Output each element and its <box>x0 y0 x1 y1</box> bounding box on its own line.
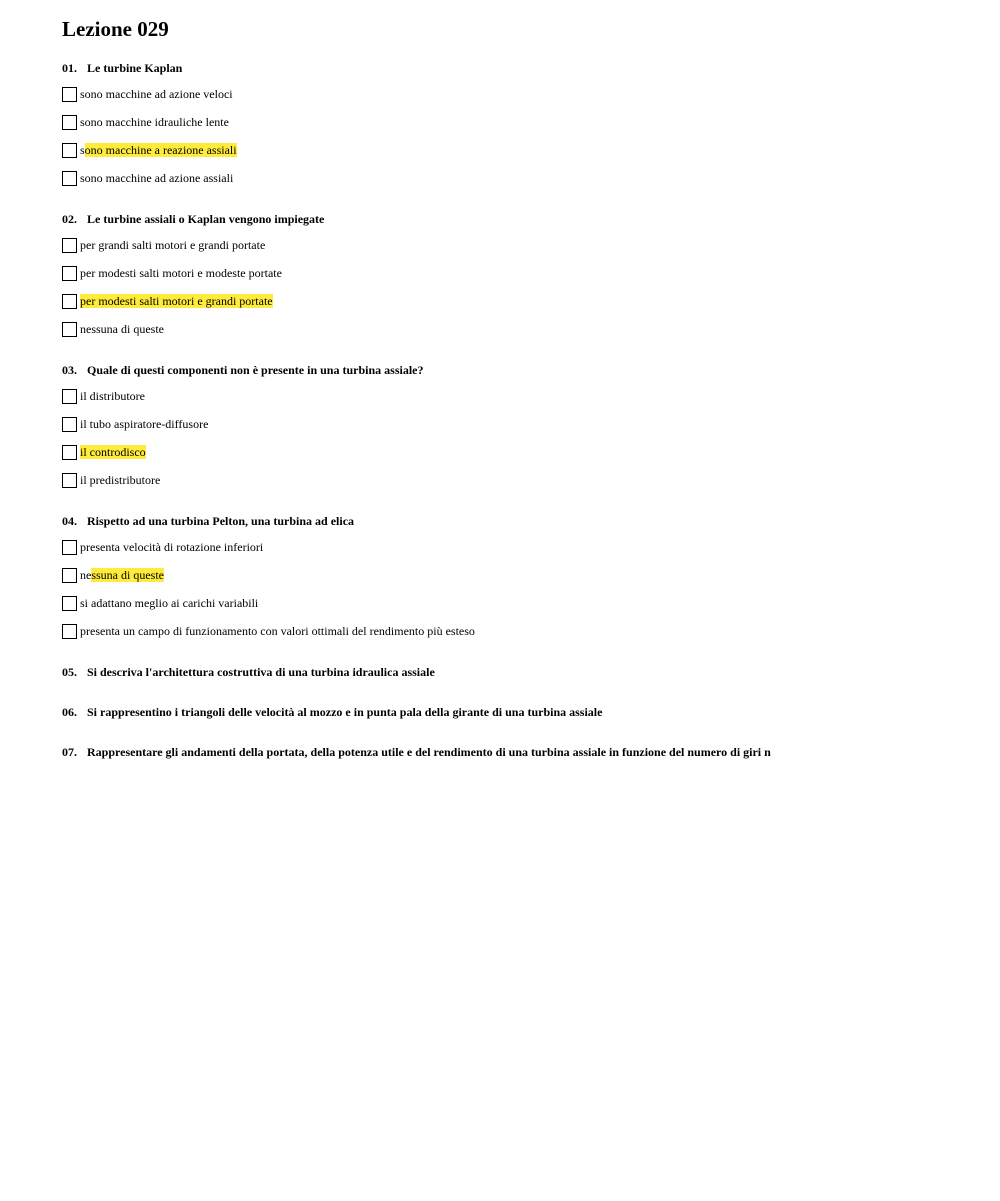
question-6 <box>62 704 602 720</box>
answer-label <box>80 86 233 102</box>
answer-checkbox[interactable] <box>62 266 77 281</box>
answer-checkbox[interactable] <box>62 473 77 488</box>
question-number: 06. <box>62 705 77 719</box>
answer-option[interactable] <box>62 86 233 102</box>
answer-text-highlighted: ono macchine a reazione assiali <box>84 143 237 157</box>
question-number: 02. <box>62 212 77 226</box>
answer-option[interactable] <box>62 388 145 404</box>
answer-label <box>80 265 282 281</box>
answer-checkbox[interactable] <box>62 115 77 130</box>
answer-option[interactable] <box>62 237 265 253</box>
question-number: 04. <box>62 514 77 528</box>
page-title: Lezione 029 <box>62 17 169 41</box>
question-number: 05. <box>62 665 77 679</box>
answer-label <box>80 472 160 488</box>
question-text: Rispetto ad una turbina Pelton, una turbina ad elica <box>87 514 355 528</box>
answer-checkbox[interactable] <box>62 568 77 583</box>
answer-checkbox[interactable] <box>62 417 77 432</box>
answer-label <box>80 444 146 460</box>
question-heading <box>62 664 435 680</box>
answer-checkbox[interactable] <box>62 445 77 460</box>
answer-checkbox[interactable] <box>62 143 77 158</box>
document-page <box>62 15 982 759</box>
answer-text: per grandi salti motori e grandi portate <box>80 238 266 252</box>
question-7 <box>62 744 771 760</box>
answer-checkbox[interactable] <box>62 238 77 253</box>
answer-text: il distributore <box>80 389 145 403</box>
question-text: Si rappresentino i triangoli delle velocità al mozzo e in punta pala della girante di una turbina assiale <box>87 705 603 719</box>
answer-label <box>80 142 237 158</box>
answer-text-highlighted: il controdisco <box>80 445 146 459</box>
answer-option[interactable] <box>62 444 146 460</box>
question-number: 01. <box>62 61 77 75</box>
question-4 <box>62 513 475 638</box>
answer-text: presenta velocità di rotazione inferiori <box>80 540 264 554</box>
answer-option[interactable] <box>62 170 233 186</box>
answer-option[interactable] <box>62 293 273 309</box>
answer-option[interactable] <box>62 623 475 639</box>
question-5 <box>62 664 435 680</box>
answer-text: si adattano meglio ai carichi variabili <box>80 596 259 610</box>
question-text: Si descriva l'architettura costruttiva di una turbina idraulica assiale <box>87 665 435 679</box>
answer-option[interactable] <box>62 114 229 130</box>
answer-option[interactable] <box>62 321 164 337</box>
answer-label <box>80 114 229 130</box>
answer-label <box>80 623 475 639</box>
question-number: 03. <box>62 363 77 377</box>
question-2 <box>62 211 325 336</box>
answer-text: per modesti salti motori e modeste portate <box>80 266 282 280</box>
answer-label <box>80 567 164 583</box>
answer-label <box>80 170 233 186</box>
answer-label <box>80 416 208 432</box>
answer-label <box>80 321 164 337</box>
answer-text-highlighted: per modesti salti motori e grandi portate <box>80 294 273 308</box>
answer-text: s <box>80 143 85 157</box>
answer-text: sono macchine ad azione veloci <box>80 87 233 101</box>
answer-label <box>80 388 145 404</box>
answer-option[interactable] <box>62 539 263 555</box>
answer-option[interactable] <box>62 567 164 583</box>
answer-option[interactable] <box>62 265 282 281</box>
answer-text: ne <box>80 568 92 582</box>
answer-checkbox[interactable] <box>62 322 77 337</box>
answer-option[interactable] <box>62 142 237 158</box>
question-1 <box>62 60 237 185</box>
answer-option[interactable] <box>62 595 258 611</box>
answer-checkbox[interactable] <box>62 596 77 611</box>
answer-label <box>80 539 263 555</box>
answer-checkbox[interactable] <box>62 389 77 404</box>
answer-option[interactable] <box>62 416 208 432</box>
answer-text: nessuna di queste <box>80 322 164 336</box>
question-number: 07. <box>62 745 77 759</box>
answer-text: sono macchine ad azione assiali <box>80 171 234 185</box>
answer-checkbox[interactable] <box>62 87 77 102</box>
question-text: Rappresentare gli andamenti della portata, della potenza utile e del rendimento di una turbina assiale in funzione del numero di giri n <box>87 745 771 759</box>
answer-option[interactable] <box>62 472 160 488</box>
question-heading <box>62 704 602 720</box>
answer-checkbox[interactable] <box>62 171 77 186</box>
answer-text: sono macchine idrauliche lente <box>80 115 229 129</box>
answer-text: il tubo aspiratore-diffusore <box>80 417 209 431</box>
answer-checkbox[interactable] <box>62 540 77 555</box>
answer-text: presenta un campo di funzionamento con valori ottimali del rendimento più esteso <box>80 624 475 638</box>
answer-checkbox[interactable] <box>62 294 77 309</box>
question-heading <box>62 513 354 529</box>
question-text: Le turbine Kaplan <box>87 61 183 75</box>
answer-checkbox[interactable] <box>62 624 77 639</box>
answer-label <box>80 237 265 253</box>
question-heading <box>62 362 424 378</box>
answer-label <box>80 595 258 611</box>
answer-label <box>80 293 273 309</box>
answer-text: il predistributore <box>80 473 161 487</box>
question-heading <box>62 60 182 76</box>
question-3 <box>62 362 424 487</box>
question-heading <box>62 211 324 227</box>
question-heading <box>62 744 771 760</box>
question-text: Quale di questi componenti non è presente in una turbina assiale? <box>87 363 424 377</box>
question-text: Le turbine assiali o Kaplan vengono impiegate <box>87 212 325 226</box>
answer-text-highlighted: ssuna di queste <box>91 568 164 582</box>
